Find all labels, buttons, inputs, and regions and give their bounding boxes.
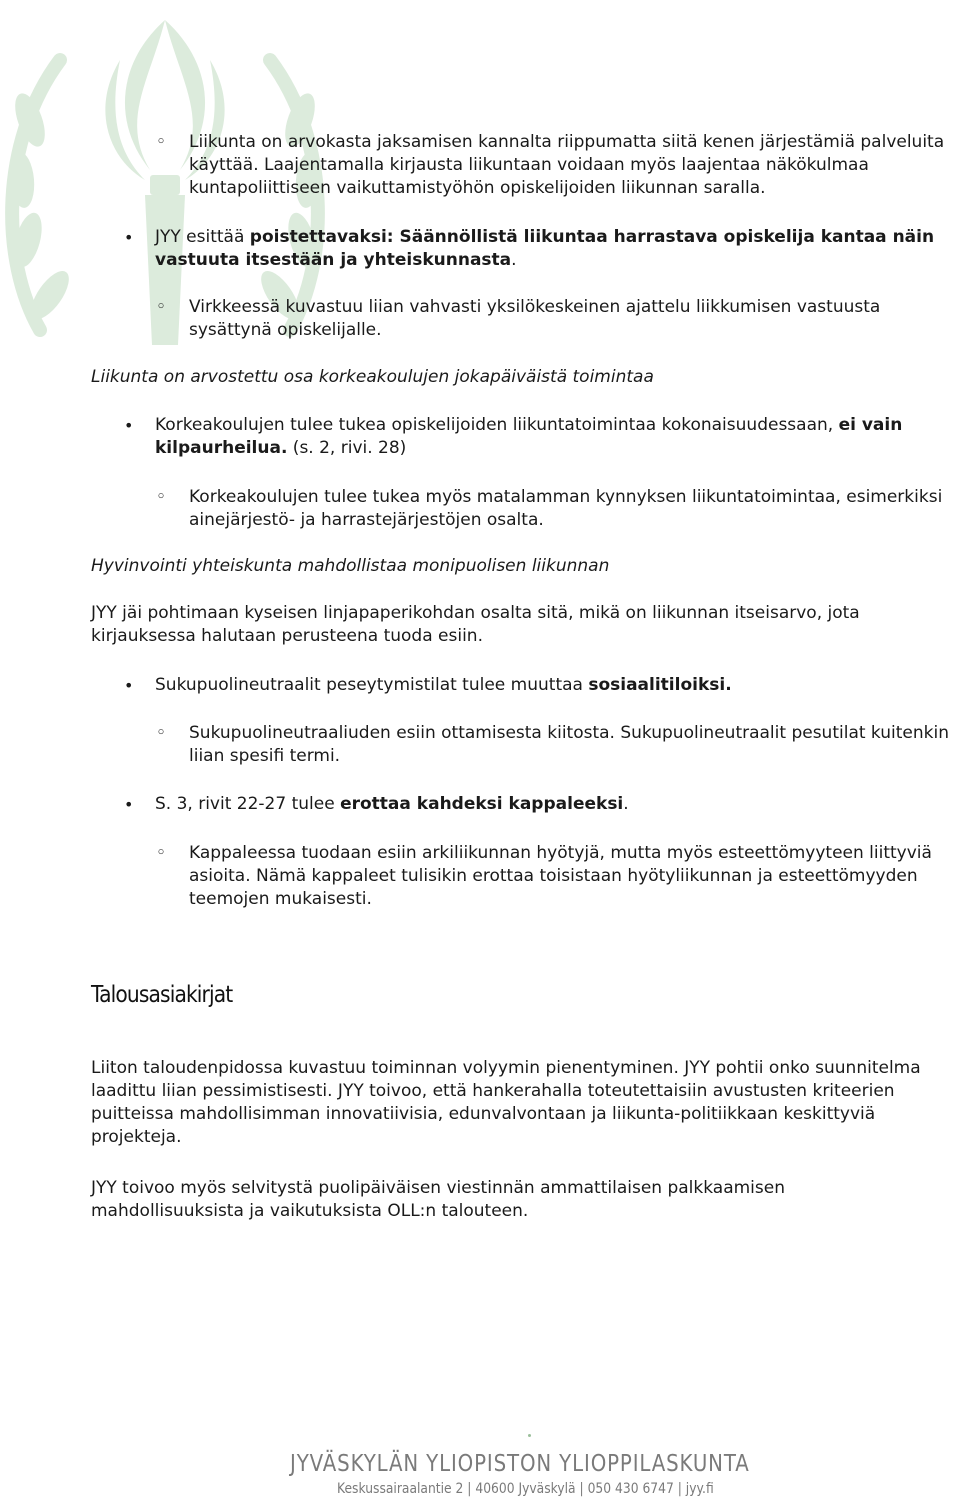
bullet-icon: •	[124, 676, 134, 695]
sub-item: Korkeakoulujen tulee tukea myös matalamman kynnyksen liikuntatoimintaa, esimerkiksi ainejärjestö- ja harrastejärjestöjen osalta.	[189, 487, 943, 530]
paragraph: JYY jäi pohtimaan kyseisen linjapaperikohdan osalta sitä, mikä on liikunnan itseisarvo, jota kirjauksessa halutaan perusteena tuoda esiin.	[91, 603, 860, 646]
footer-organization-name: JYVÄSKYLÄN YLIOPISTON YLIOPPILASKUNTA	[290, 1451, 750, 1477]
section-heading: Talousasiakirjat	[91, 982, 233, 1008]
bullet-icon: •	[124, 228, 134, 247]
list-item: JYY esittää poistettavaksi: Säännöllistä liikuntaa harrastava opiskelija kantaa näin vastuuta itsestään ja yhteiskunnasta.	[155, 227, 935, 270]
sub-item: Sukupuolineutraaliuden esiin ottamisesta kiitosta. Sukupuolineutraalit pesutilat kuitenkin liian spesifi termi.	[189, 723, 949, 766]
hollow-bullet-icon: ◦	[156, 132, 167, 152]
footer-dot-icon	[528, 1434, 531, 1437]
list-item: S. 3, rivit 22-27 tulee erottaa kahdeksi kappaleeksi.	[155, 794, 629, 814]
paragraph: Liiton taloudenpidossa kuvastuu toiminnan volyymin pienentyminen. JYY pohtii onko suunnitelma laadittu liian pessimistisesti. JYY toivoo, että hankerahalla toteutettaisiin avustusten kriteerien puitteissa mahdollisimman innovatiivisia, edunvalvontaan ja liikunta-politiikkaan keskittyviä projekteja.	[91, 1058, 921, 1147]
sub-item: Liikunta on arvokasta jaksamisen kannalta riippumatta siitä kenen järjestämiä palveluita käyttää. Laajentamalla kirjausta liikuntaan voidaan myös laajentaa näkökulmaa kuntapoliittiseen vaikuttamistyöhön opiskelijoiden liikunnan saralla.	[189, 132, 945, 198]
bullet-icon: •	[124, 795, 134, 814]
paragraph: JYY toivoo myös selvitystä puolipäiväisen viestinnän ammattilaisen palkkaamisen mahdollisuuksista ja vaikutuksista OLL:n talouteen.	[91, 1178, 785, 1221]
list-item: Sukupuolineutraalit peseytymistilat tulee muuttaa sosiaalitiloiksi.	[155, 675, 732, 695]
list-item: Korkeakoulujen tulee tukea opiskelijoiden liikuntatoimintaa kokonaisuudessaan, ei vain kilpaurheilua. (s. 2, rivi. 28)	[155, 415, 903, 458]
hollow-bullet-icon: ◦	[156, 723, 167, 743]
sub-item: Kappaleessa tuodaan esiin arkiliikunnan hyötyjä, mutta myös esteettömyyteen liittyviä asioita. Nämä kappaleet tulisikin erottaa toisistaan hyötyliikunnan ja esteettömyyden teemojen mukaisesti.	[189, 843, 932, 909]
hollow-bullet-icon: ◦	[156, 297, 167, 317]
section-subheading: Liikunta on arvostettu osa korkeakoulujen jokapäiväistä toimintaa	[91, 367, 654, 387]
hollow-bullet-icon: ◦	[156, 487, 167, 507]
section-subheading: Hyvinvointi yhteiskunta mahdollistaa monipuolisen liikunnan	[91, 556, 610, 576]
footer-contact-info: Keskussairaalantie 2 | 40600 Jyväskylä | 050 430 6747 | jyy.fi	[337, 1481, 714, 1497]
hollow-bullet-icon: ◦	[156, 843, 167, 863]
sub-item: Virkkeessä kuvastuu liian vahvasti yksilökeskeinen ajattelu liikkumisen vastuusta sysättynä opiskelijalle.	[189, 297, 881, 340]
bullet-icon: •	[124, 416, 134, 435]
